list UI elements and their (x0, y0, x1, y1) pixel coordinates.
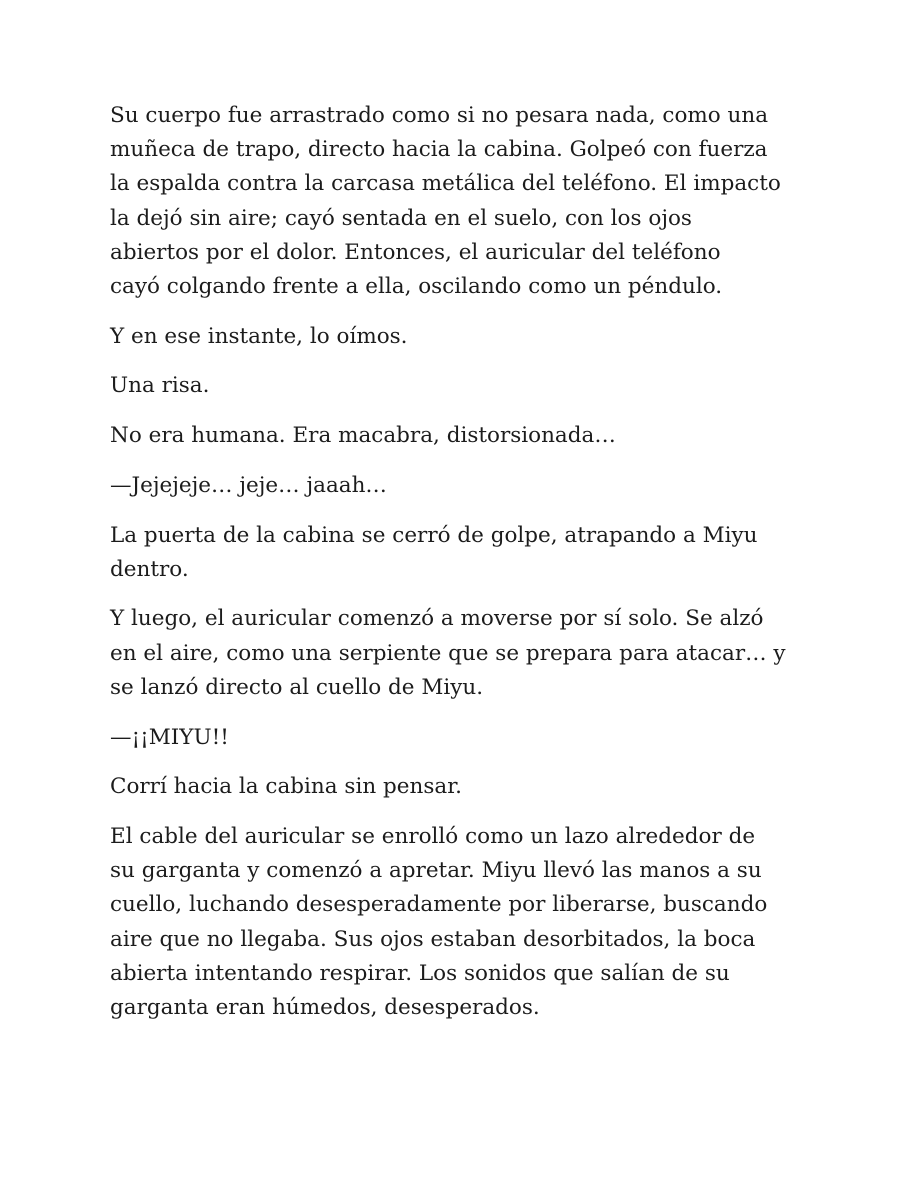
text-line: —¡¡MIYU!! (110, 724, 229, 750)
text-line: dentro. (110, 556, 189, 582)
text-line: aire que no llegaba. Sus ojos estaban desorbitados, la boca (110, 926, 756, 952)
dialogue-paragraph (110, 469, 810, 503)
paragraph (110, 519, 810, 587)
text-line: abierta intentando respirar. Los sonidos que salían de su (110, 960, 730, 986)
text-line: cayó colgando frente a ella, oscilando como un péndulo. (110, 274, 723, 300)
text-line: —Jejejeje… jeje… jaaah… (110, 472, 387, 498)
text-line: garganta eran húmedos, desesperados. (110, 994, 540, 1020)
text-line: Y luego, el auricular comenzó a moverse por sí solo. Se alzó (110, 606, 764, 632)
paragraph (110, 369, 810, 403)
paragraph (110, 320, 810, 354)
text-line: Su cuerpo fue arrastrado como si no pesara nada, como una (110, 103, 769, 128)
paragraph (110, 820, 810, 1025)
text-line: abiertos por el dolor. Entonces, el auricular del teléfono (110, 239, 721, 265)
text-line: en el aire, como una serpiente que se prepara para atacar… y (110, 640, 786, 666)
dialogue-paragraph (110, 721, 810, 755)
document-page (110, 99, 810, 1041)
text-line: la dejó sin aire; cayó sentada en el suelo, con los ojos (110, 205, 692, 231)
paragraph (110, 419, 810, 453)
text-line: Una risa. (110, 373, 210, 399)
paragraph (110, 770, 810, 804)
paragraph (110, 602, 810, 705)
text-line: No era humana. Era macabra, distorsionada… (110, 423, 616, 449)
text-line: la espalda contra la carcasa metálica del teléfono. El impacto (110, 171, 781, 197)
text-line: muñeca de trapo, directo hacia la cabina. Golpeó con fuerza (110, 137, 768, 163)
text-line: El cable del auricular se enrolló como un lazo alrededor de (110, 823, 756, 849)
text-line: La puerta de la cabina se cerró de golpe, atrapando a Miyu (110, 522, 758, 548)
text-line: Y en ese instante, lo oímos. (110, 323, 408, 349)
paragraph (110, 99, 810, 304)
text-line: Corrí hacia la cabina sin pensar. (110, 774, 462, 800)
text-line: cuello, luchando desesperadamente por liberarse, buscando (110, 892, 768, 918)
text-line: se lanzó directo al cuello de Miyu. (110, 674, 484, 700)
text-line: su garganta y comenzó a apretar. Miyu llevó las manos a su (110, 858, 762, 884)
